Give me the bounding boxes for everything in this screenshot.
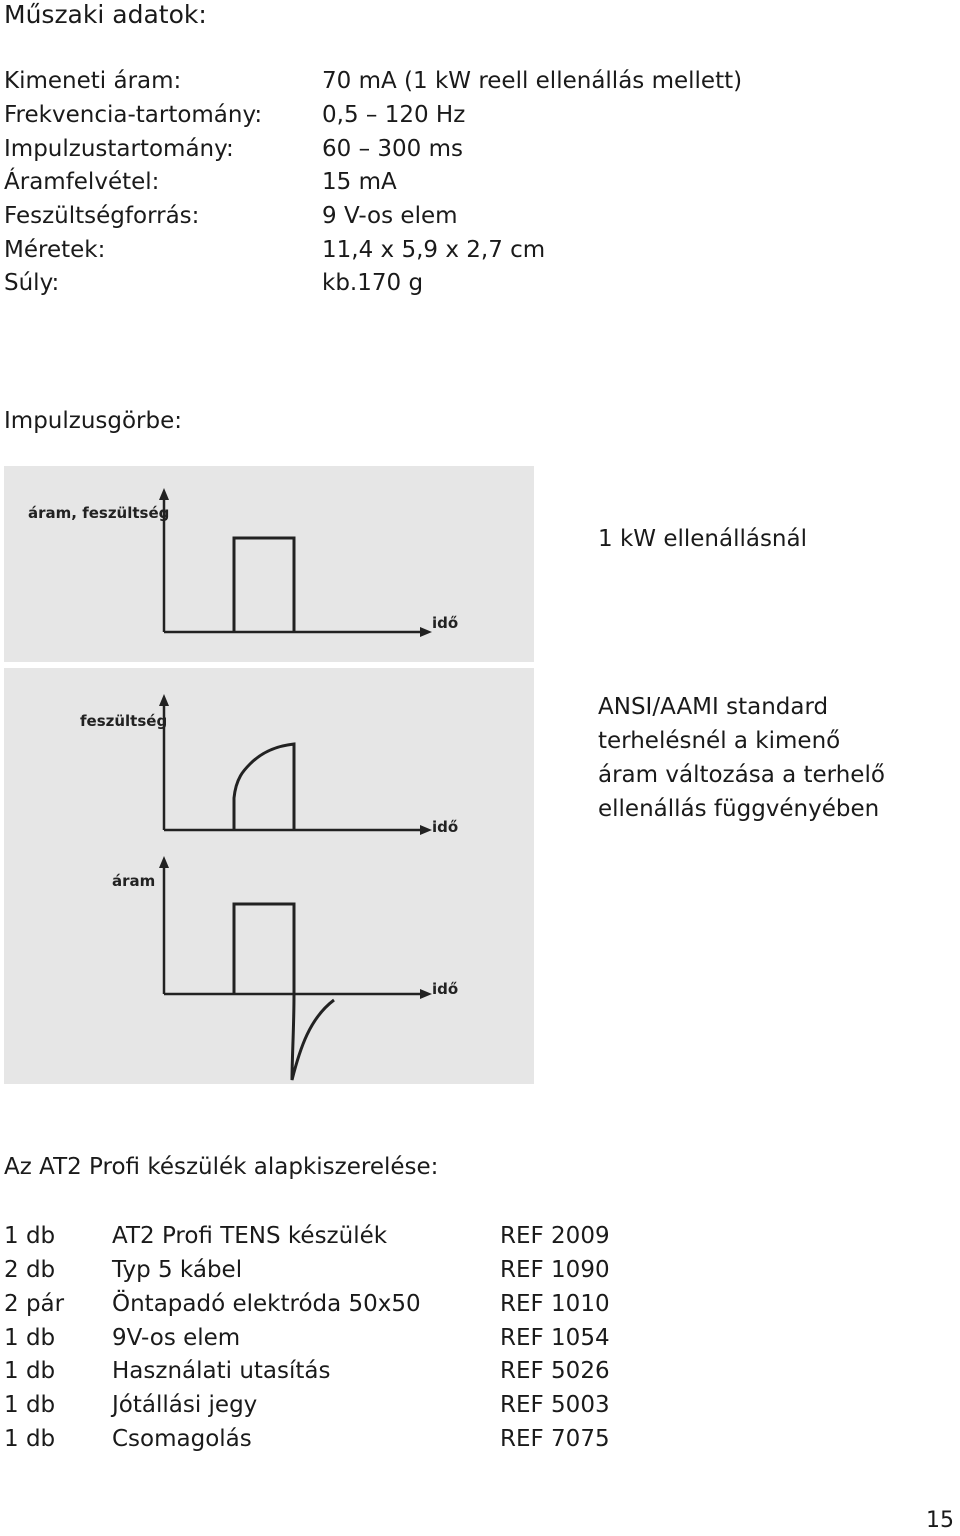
kit-qty: 1 db xyxy=(4,1426,56,1452)
current-pulse-rect xyxy=(234,904,294,994)
kit-item: Typ 5 kábel xyxy=(112,1257,243,1283)
kit-item: Jótállási jegy xyxy=(112,1392,258,1418)
y-axis-arrow-voltage xyxy=(159,694,169,706)
bottom-caption-line: ANSI/AAMI standard xyxy=(598,694,829,720)
x-axis-arrow-top xyxy=(420,627,432,637)
x-axis-arrow-current xyxy=(420,989,432,999)
kit-item: Használati utasítás xyxy=(112,1358,331,1384)
mid-xlabel: idő xyxy=(432,818,459,836)
top-ylabel: áram, feszültség xyxy=(28,504,170,522)
kit-ref: REF 1090 xyxy=(500,1257,610,1283)
spec-label-current-draw: Áramfelvétel: xyxy=(4,169,160,195)
current-negative-spike xyxy=(292,994,334,1080)
x-axis-arrow-voltage xyxy=(420,825,432,835)
bottom-caption xyxy=(598,690,958,826)
page-title: Műszaki adatok: xyxy=(4,0,207,29)
diagram-top-svg xyxy=(4,466,534,662)
spec-value-frequency: 0,5 – 120 Hz xyxy=(322,102,466,128)
spec-label-pulse-range: Impulzustartomány: xyxy=(4,136,234,162)
kit-heading: Az AT2 Profi készülék alapkiszerelése: xyxy=(4,1154,439,1180)
bottom-ylabel: áram xyxy=(112,872,156,890)
spec-label-output-current: Kimeneti áram: xyxy=(4,68,182,94)
diagram-bottom-svg xyxy=(4,668,534,1084)
spec-value-pulse-range: 60 – 300 ms xyxy=(322,136,463,162)
kit-item: AT2 Profi TENS készülék xyxy=(112,1223,388,1249)
kit-ref: REF 1010 xyxy=(500,1291,610,1317)
pulse-rect-top xyxy=(234,538,294,632)
spec-label-weight: Súly: xyxy=(4,270,60,296)
mid-ylabel: feszültség xyxy=(80,712,168,730)
bottom-caption-line: áram változása a terhelő xyxy=(598,762,885,788)
top-xlabel: idő xyxy=(432,614,459,632)
kit-qty: 1 db xyxy=(4,1358,56,1384)
kit-qty: 2 pár xyxy=(4,1291,65,1317)
diagram-panel-top xyxy=(4,466,534,662)
spec-label-power-source: Feszültségforrás: xyxy=(4,203,200,229)
spec-value-dimensions: 11,4 x 5,9 x 2,7 cm xyxy=(322,237,546,263)
kit-qty: 2 db xyxy=(4,1257,56,1283)
kit-item: 9V-os elem xyxy=(112,1325,241,1351)
bottom-caption-line: terhelésnél a kimenő xyxy=(598,728,841,754)
y-axis-arrow-top xyxy=(159,488,169,500)
page-number: 15 xyxy=(926,1508,954,1533)
voltage-curve xyxy=(234,744,294,830)
spec-value-power-source: 9 V-os elem xyxy=(322,203,458,229)
diagram-panel-bottom xyxy=(4,668,534,1084)
kit-qty: 1 db xyxy=(4,1392,56,1418)
kit-ref: REF 5003 xyxy=(500,1392,610,1418)
top-caption: 1 kW ellenállásnál xyxy=(598,526,807,552)
bottom-caption-line: ellenállás függvényében xyxy=(598,796,880,822)
kit-ref: REF 5026 xyxy=(500,1358,610,1384)
spec-label-frequency: Frekvencia-tartomány: xyxy=(4,102,263,128)
kit-qty: 1 db xyxy=(4,1325,56,1351)
kit-item: Öntapadó elektróda 50x50 xyxy=(112,1291,421,1317)
impulse-heading: Impulzusgörbe: xyxy=(4,408,183,434)
spec-value-weight: kb.170 g xyxy=(322,270,424,296)
kit-ref: REF 7075 xyxy=(500,1426,610,1452)
kit-ref: REF 1054 xyxy=(500,1325,610,1351)
bottom-xlabel: idő xyxy=(432,980,459,998)
kit-item: Csomagolás xyxy=(112,1426,252,1452)
spec-value-output-current: 70 mA (1 kW reell ellenállás mellett) xyxy=(322,68,743,94)
kit-qty: 1 db xyxy=(4,1223,56,1249)
spec-label-dimensions: Méretek: xyxy=(4,237,106,263)
spec-value-current-draw: 15 mA xyxy=(322,169,397,195)
y-axis-arrow-current xyxy=(159,856,169,868)
kit-ref: REF 2009 xyxy=(500,1223,610,1249)
